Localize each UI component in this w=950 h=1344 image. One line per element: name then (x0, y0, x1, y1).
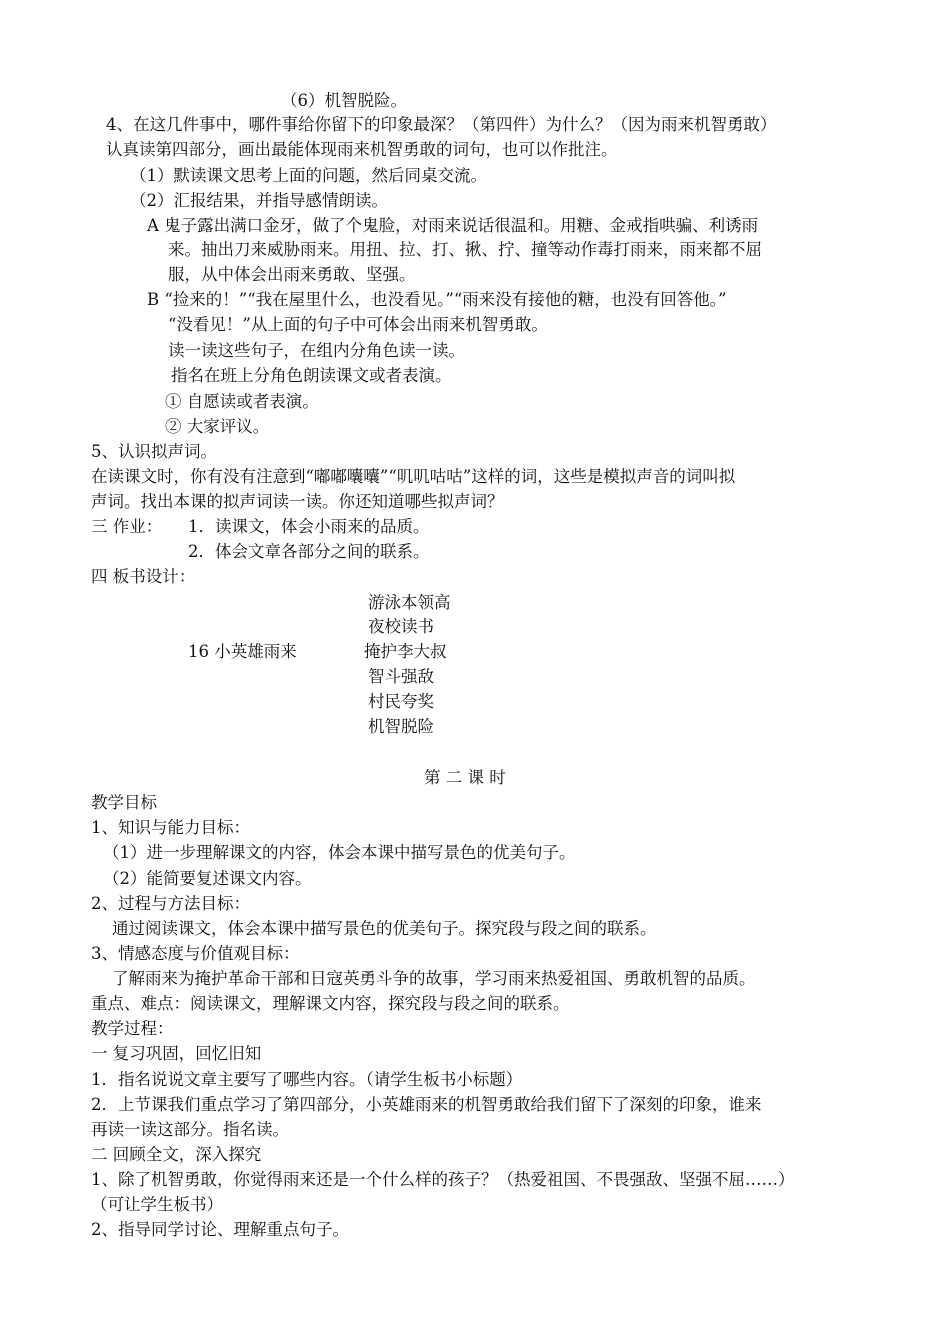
text-line: 三 作业： (91, 517, 163, 536)
text-line: A 鬼子露出满口金牙，做了个鬼脸，对雨来说话很温和。用糖、金戒指哄骗、利诱雨 (147, 216, 759, 235)
text-line: 2．体会文章各部分之间的联系。 (188, 542, 430, 561)
text-line: （2）能简要复述课文内容。 (103, 869, 312, 888)
text-line: 3、情感态度与价值观目标： (91, 944, 300, 963)
board-item: 智斗强敌 (368, 667, 434, 686)
text-line: （6）机智脱险。 (281, 91, 407, 110)
text-line: 1．指名说说文章主要写了哪些内容。（请学生板书小标题） (91, 1070, 523, 1089)
text-line: B “捡来的！”“我在屋里什么，也没看见。”“雨来没有接他的糖，也没有回答他。” (147, 290, 727, 309)
text-line: （1）进一步理解课文的内容，体会本课中描写景色的优美句子。 (103, 843, 576, 862)
text-line: 2、过程与方法目标： (91, 894, 250, 913)
board-title: 16 小英雄雨来 (188, 642, 297, 661)
text-line: 教学目标 (91, 793, 157, 812)
text-line: 通过阅读课文，体会本课中描写景色的优美句子。探究段与段之间的联系。 (112, 919, 657, 938)
text-line: （可让学生板书） (91, 1195, 223, 1214)
text-line: 1．读课文，体会小雨来的品质。 (188, 517, 430, 536)
board-item: 机智脱险 (368, 717, 434, 736)
text-line: 四 板书设计： (91, 567, 196, 586)
section-title: 第 二 课 时 (424, 768, 506, 787)
board-item: 游泳本领高 (368, 593, 451, 612)
text-line: （2）汇报结果，并指导感情朗读。 (130, 191, 388, 210)
text-line: （1）默读课文思考上面的问题，然后同桌交流。 (130, 166, 487, 185)
text-line: 了解雨来为掩护革命干部和日寇英勇斗争的故事，学习雨来热爱祖国、勇敢机智的品质。 (112, 969, 756, 988)
board-item: 夜校读书 (368, 617, 434, 636)
text-line: 2、指导同学讨论、理解重点句子。 (91, 1220, 349, 1239)
text-line: 认真读第四部分，画出最能体现雨来机智勇敢的词句，也可以作批注。 (106, 140, 618, 159)
text-line: 再读一读这部分。指名读。 (91, 1120, 289, 1139)
text-line: 读一读这些句子，在组内分角色读一读。 (168, 341, 465, 360)
text-line: 1、除了机智勇敢，你觉得雨来还是一个什么样的孩子？（热爱祖国、不畏强敌、坚强不屈……） (91, 1170, 795, 1189)
text-line: 服，从中体会出雨来勇敢、坚强。 (168, 265, 416, 284)
text-line: ① 自愿读或者表演。 (165, 392, 319, 411)
board-item: 掩护李大叔 (364, 642, 447, 661)
text-line: ② 大家评议。 (165, 417, 270, 436)
text-line: 二 回顾全文，深入探究 (91, 1145, 262, 1164)
text-line: “没看见！”从上面的句子中可体会出雨来机智勇敢。 (168, 315, 548, 334)
board-item: 村民夸奖 (368, 692, 434, 711)
text-line: 重点、难点：阅读课文，理解课文内容，探究段与段之间的联系。 (91, 994, 570, 1013)
text-line: 2．上节课我们重点学习了第四部分，小英雄雨来的机智勇敢给我们留下了深刻的印象，谁来 (91, 1095, 762, 1114)
text-line: 教学过程： (91, 1019, 174, 1038)
text-line: 指名在班上分角色朗读课文或者表演。 (171, 366, 452, 385)
text-line: 4、在这几件事中，哪件事给你留下的印象最深？（第四件）为什么？（因为雨来机智勇敢） (106, 115, 777, 134)
text-line: 声词。找出本课的拟声词读一读。你还知道哪些拟声词？ (91, 492, 504, 511)
text-line: 在读课文时，你有没有注意到“嘟嘟囔囔”“叽叽咕咕”这样的词，这些是模拟声音的词叫拟 (91, 467, 736, 486)
text-line: 一 复习巩固，回忆旧知 (91, 1044, 262, 1063)
text-line: 来。抽出刀来威胁雨来。用扭、拉、打、揪、拧、撞等动作毒打雨来，雨来都不屈 (168, 240, 762, 259)
text-line: 5、认识拟声词。 (91, 442, 217, 461)
text-line: 1、知识与能力目标： (91, 818, 250, 837)
